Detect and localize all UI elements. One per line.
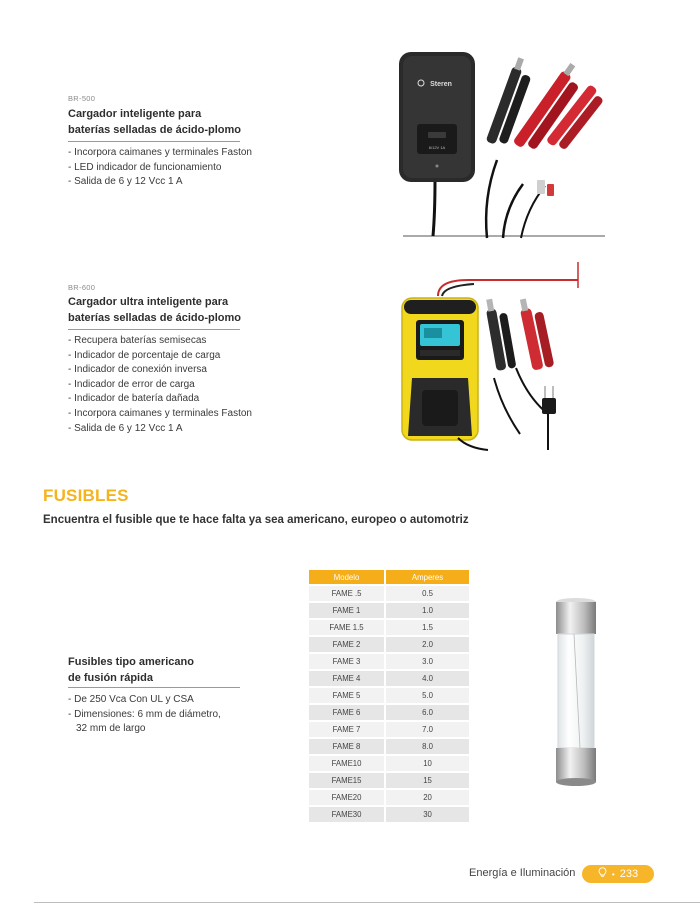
cell-model: FAME 8 [309, 739, 384, 754]
feature-item: - Dimensiones: 6 mm de diámetro, [68, 708, 221, 723]
title-divider [68, 687, 240, 688]
column-header-amperes: Amperes [384, 570, 469, 584]
feature-item: - Salida de 6 y 12 Vcc 1 A [68, 175, 252, 190]
section-title: FUSIBLES [43, 486, 129, 505]
feature-item: - Indicador de error de carga [68, 378, 252, 393]
cell-amperes: 10 [384, 756, 469, 771]
cell-model: FAME 1 [309, 603, 384, 618]
cell-model: FAME 4 [309, 671, 384, 686]
glass-fuse-image [552, 598, 602, 788]
table-row [309, 807, 469, 822]
cell-model: FAME 7 [309, 722, 384, 737]
cell-model: FAME 5 [309, 688, 384, 703]
cell-amperes: 5.0 [384, 688, 469, 703]
product-title [68, 106, 241, 138]
cell-amperes: 2.0 [384, 637, 469, 652]
table-row [309, 586, 469, 601]
page-number: 233 [619, 868, 639, 880]
table-row [309, 739, 469, 754]
cell-model: FAME 2 [309, 637, 384, 652]
table-row [309, 620, 469, 635]
cell-amperes: 4.0 [384, 671, 469, 686]
feature-item: - Incorpora caimanes y terminales Faston [68, 146, 252, 161]
title-divider [68, 141, 240, 142]
fuse-table [309, 568, 469, 824]
charger-br600-image [398, 258, 580, 454]
cell-amperes: 8.0 [384, 739, 469, 754]
feature-list [68, 693, 221, 722]
product-title-line1: Cargador inteligente para [68, 108, 202, 120]
cell-model: FAME .5 [309, 586, 384, 601]
product-title-line2: baterías selladas de ácido-plomo [68, 312, 242, 324]
product-title-line1: Fusibles tipo americano [68, 656, 194, 668]
feature-item: - Incorpora caimanes y terminales Faston [68, 407, 252, 422]
cell-model: FAME 1.5 [309, 620, 384, 635]
product-title [68, 294, 241, 326]
product-code: BR-500 [68, 94, 96, 103]
table-row [309, 705, 469, 720]
feature-item: - Indicador de conexión inversa [68, 363, 252, 378]
page-number-badge [582, 865, 654, 883]
product-title [68, 654, 194, 686]
cell-model: FAME30 [309, 807, 384, 822]
feature-list [68, 334, 252, 436]
product-title-line2: de fusión rápida [68, 672, 153, 684]
feature-item: - Indicador de batería dañada [68, 392, 252, 407]
table-row [309, 654, 469, 669]
feature-item: - Salida de 6 y 12 Vcc 1 A [68, 422, 252, 437]
cell-amperes: 7.0 [384, 722, 469, 737]
cell-amperes: 0.5 [384, 586, 469, 601]
cell-amperes: 1.5 [384, 620, 469, 635]
feature-item: - De 250 Vca Con UL y CSA [68, 693, 221, 708]
bullet-separator: • [611, 869, 615, 879]
cell-amperes: 6.0 [384, 705, 469, 720]
cell-amperes: 30 [384, 807, 469, 822]
table-row [309, 790, 469, 805]
table-row [309, 722, 469, 737]
table-row [309, 688, 469, 703]
product-title-line2: baterías selladas de ácido-plomo [68, 124, 242, 136]
table-row [309, 603, 469, 618]
feature-item: - LED indicador de funcionamiento [68, 161, 252, 176]
section-subtitle: Encuentra el fusible que te hace falta ya sea americano, europeo o automotriz [43, 514, 469, 526]
charger-br500-image [395, 48, 605, 240]
feature-continuation: 32 mm de largo [76, 723, 146, 734]
cell-amperes: 3.0 [384, 654, 469, 669]
cell-model: FAME15 [309, 773, 384, 788]
feature-list [68, 146, 252, 190]
product-code: BR-600 [68, 283, 96, 292]
cell-amperes: 15 [384, 773, 469, 788]
lightbulb-icon [598, 867, 607, 881]
cell-model: FAME 6 [309, 705, 384, 720]
cell-model: FAME20 [309, 790, 384, 805]
cell-model: FAME 3 [309, 654, 384, 669]
device-panel-label: 6/12V 1A [428, 145, 446, 150]
cell-amperes: 1.0 [384, 603, 469, 618]
table-row [309, 637, 469, 652]
title-divider [68, 329, 240, 330]
column-header-modelo: Modelo [309, 570, 384, 584]
table-row [309, 773, 469, 788]
product-title-line1: Cargador ultra inteligente para [68, 296, 229, 308]
cell-amperes: 20 [384, 790, 469, 805]
feature-item: - Recupera baterías semisecas [68, 334, 252, 349]
device-brand: Steren [430, 81, 452, 88]
feature-item: - Indicador de porcentaje de carga [68, 349, 252, 364]
footer-rule [34, 902, 700, 903]
cell-model: FAME10 [309, 756, 384, 771]
table-row [309, 756, 469, 771]
footer-section-label: Energía e Iluminación [469, 867, 576, 879]
table-row [309, 671, 469, 686]
